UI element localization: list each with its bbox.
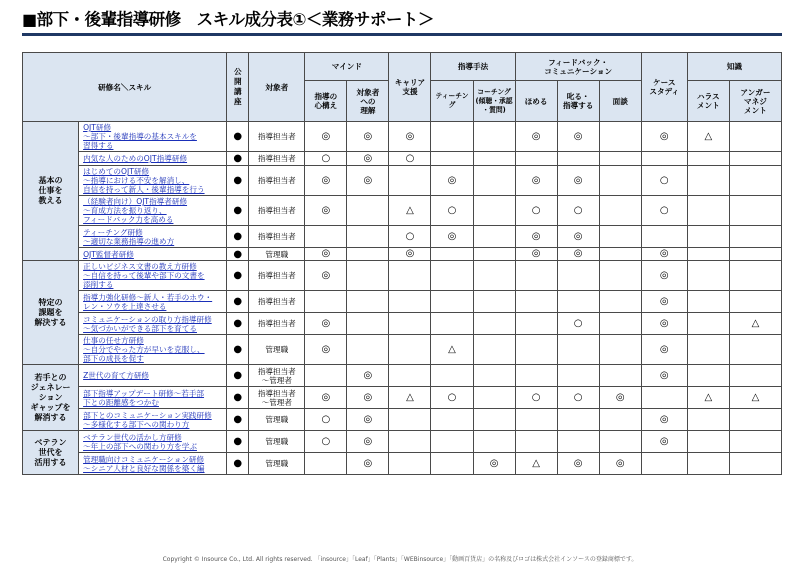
skill-mark (473, 387, 515, 409)
header-feedback-sub-2: 面談 (599, 81, 641, 122)
skill-mark (687, 152, 729, 166)
skill-mark (599, 313, 641, 335)
public-course-mark: ● (227, 226, 249, 248)
training-link[interactable]: ティーチング研修 ～適切な業務指導の進め方 (79, 226, 227, 248)
target-audience: 指導担当者 (249, 313, 305, 335)
target-audience: 指導担当者 (249, 166, 305, 196)
skill-mark (641, 453, 687, 475)
skill-mark (473, 365, 515, 387)
skill-mark (347, 261, 389, 291)
skill-mark (557, 431, 599, 453)
skill-mark: ○ (515, 196, 557, 226)
skill-mark: △ (729, 313, 781, 335)
skill-mark: ◎ (305, 335, 347, 365)
public-course-mark: ● (227, 166, 249, 196)
skill-mark: ◎ (389, 122, 431, 152)
skill-mark (389, 335, 431, 365)
skill-mark (389, 409, 431, 431)
title-square-icon: ■ (22, 10, 37, 29)
skill-mark (389, 365, 431, 387)
header-method-sub-1: コーチング (傾聴・承認 ・質問) (473, 81, 515, 122)
skill-mark (431, 261, 473, 291)
skill-mark (515, 365, 557, 387)
skill-mark: ◎ (641, 409, 687, 431)
skill-mark: ○ (305, 152, 347, 166)
skill-mark: ○ (305, 431, 347, 453)
skill-mark: ◎ (557, 122, 599, 152)
skill-mark (389, 431, 431, 453)
category-label: 特定の 課題を 解決する (23, 261, 79, 365)
skill-mark (389, 166, 431, 196)
target-audience: 指導担当者 (249, 196, 305, 226)
skill-mark: ○ (557, 196, 599, 226)
skill-mark (687, 196, 729, 226)
skill-mark: ◎ (599, 387, 641, 409)
skill-mark (473, 431, 515, 453)
skill-mark (473, 335, 515, 365)
skill-mark (729, 453, 781, 475)
skill-mark (641, 226, 687, 248)
skill-mark: ◎ (305, 196, 347, 226)
header-mind-sub-1: 対象者 への 理解 (347, 81, 389, 122)
skill-mark: ◎ (641, 313, 687, 335)
skill-mark: ○ (305, 409, 347, 431)
skill-mark: ◎ (347, 387, 389, 409)
skill-matrix-body (23, 122, 782, 475)
skill-mark (729, 409, 781, 431)
skill-mark: ◎ (641, 365, 687, 387)
skill-mark: ◎ (641, 335, 687, 365)
skill-mark (687, 453, 729, 475)
table-row (23, 122, 782, 152)
public-course-mark: ● (227, 431, 249, 453)
skill-mark (389, 313, 431, 335)
header-feedback: フィードバック・ コミュニケーション (515, 53, 641, 81)
skill-mark (557, 335, 599, 365)
skill-mark: ◎ (389, 248, 431, 261)
skill-mark (599, 248, 641, 261)
category-label: 基本の 仕事を 教える (23, 122, 79, 261)
skill-mark (687, 313, 729, 335)
skill-mark (687, 166, 729, 196)
skill-mark: ○ (389, 152, 431, 166)
public-course-mark: ● (227, 387, 249, 409)
header-training: 研修名＼スキル (23, 53, 227, 122)
public-course-mark: ● (227, 152, 249, 166)
skill-mark (599, 291, 641, 313)
skill-mark (347, 291, 389, 313)
target-audience: 管理職 (249, 453, 305, 475)
public-course-mark: ● (227, 335, 249, 365)
skill-mark (687, 431, 729, 453)
skill-mark (687, 365, 729, 387)
skill-mark (599, 409, 641, 431)
skill-mark: ◎ (515, 166, 557, 196)
skill-mark (431, 453, 473, 475)
header-knowledge: 知識 (687, 53, 781, 81)
skill-mark (557, 291, 599, 313)
skill-mark (687, 409, 729, 431)
skill-mark (473, 261, 515, 291)
public-course-mark: ● (227, 409, 249, 431)
training-link[interactable]: ベテラン世代の活かし方研修 ～年上の部下への関わり方を学ぶ (79, 431, 227, 453)
training-link[interactable]: OJT研修 ～部下・後輩指導の基本スキルを 習得する (79, 122, 227, 152)
skill-mark: ○ (431, 196, 473, 226)
training-link[interactable]: 部下指導アップデート研修～若手部 下との距離感をつかむ (79, 387, 227, 409)
header-career: キャリア 支援 (389, 53, 431, 122)
skill-mark: ◎ (305, 387, 347, 409)
skill-mark (641, 152, 687, 166)
skill-mark (431, 365, 473, 387)
target-audience: 指導担当者 (249, 152, 305, 166)
skill-mark (515, 431, 557, 453)
header-public (227, 53, 249, 122)
skill-mark: ◎ (431, 226, 473, 248)
skill-mark (687, 335, 729, 365)
skill-mark: △ (687, 387, 729, 409)
skill-mark (347, 335, 389, 365)
skill-mark (473, 248, 515, 261)
skill-mark (729, 196, 781, 226)
table-row (23, 261, 782, 291)
target-audience: 管理職 (249, 431, 305, 453)
training-link[interactable]: コミュニケーションの取り方指導研修 ～気づかいができる部下を育てる (79, 313, 227, 335)
target-audience: 指導担当者 ～管理者 (249, 365, 305, 387)
skill-mark (473, 196, 515, 226)
skill-mark (729, 226, 781, 248)
header-method-sub-0: ティーチング (431, 81, 473, 122)
header-feedback-sub-0: ほめる (515, 81, 557, 122)
skill-mark: ◎ (641, 122, 687, 152)
table-row (23, 431, 782, 453)
table-row (23, 166, 782, 196)
header-method: 指導手法 (431, 53, 515, 81)
skill-mark (687, 248, 729, 261)
skill-mark: ◎ (305, 122, 347, 152)
skill-mark: ○ (641, 196, 687, 226)
page-title (22, 9, 782, 36)
table-row (23, 387, 782, 409)
public-course-mark: ● (227, 313, 249, 335)
skill-mark: ○ (557, 387, 599, 409)
skill-mark (305, 226, 347, 248)
skill-mark (473, 291, 515, 313)
header-case: ケース スタディ (641, 53, 687, 122)
skill-mark (473, 152, 515, 166)
skill-mark: ◎ (305, 261, 347, 291)
public-course-mark: ● (227, 248, 249, 261)
public-course-mark: ● (227, 122, 249, 152)
skill-mark (729, 152, 781, 166)
skill-mark (599, 122, 641, 152)
public-course-mark: ● (227, 453, 249, 475)
skill-mark (431, 122, 473, 152)
skill-mark (515, 261, 557, 291)
table-row (23, 196, 782, 226)
skill-mark (389, 261, 431, 291)
header-mind-sub-0: 指導の 心構え (305, 81, 347, 122)
skill-mark (515, 335, 557, 365)
category-label: ベテラン 世代を 活用する (23, 431, 79, 475)
skill-mark: ○ (641, 166, 687, 196)
skill-mark (729, 261, 781, 291)
skill-mark (305, 453, 347, 475)
training-link[interactable]: Z世代の育て方研修 (79, 365, 227, 387)
skill-mark (641, 387, 687, 409)
skill-mark (599, 365, 641, 387)
skill-mark (473, 226, 515, 248)
skill-mark (729, 122, 781, 152)
skill-mark (687, 261, 729, 291)
skill-mark (557, 409, 599, 431)
skill-mark: ◎ (641, 291, 687, 313)
skill-mark: ◎ (557, 453, 599, 475)
training-link[interactable]: 仕事の任せ方研修 ～自分でやった方が早いを克服し、 部下の成長を促す (79, 335, 227, 365)
skill-mark: ◎ (641, 248, 687, 261)
skill-mark (473, 122, 515, 152)
public-course-mark: ● (227, 365, 249, 387)
header-target: 対象者 (249, 53, 305, 122)
skill-mark (347, 248, 389, 261)
table-row (23, 291, 782, 313)
skill-mark: ◎ (347, 365, 389, 387)
table-row (23, 365, 782, 387)
skill-mark: △ (389, 196, 431, 226)
skill-mark (729, 431, 781, 453)
skill-mark (347, 196, 389, 226)
skill-mark (729, 248, 781, 261)
skill-mark: ◎ (347, 453, 389, 475)
skill-mark (389, 291, 431, 313)
table-row (23, 152, 782, 166)
header-knowledge-sub-1: アンガー マネジ メント (729, 81, 781, 122)
header-feedback-sub-1: 叱る・ 指導する (557, 81, 599, 122)
skill-mark (347, 313, 389, 335)
skill-mark: △ (729, 387, 781, 409)
target-audience: 管理職 (249, 409, 305, 431)
training-link[interactable]: 部下とのコミュニケーション実践研修 ～多様化する部下への関わり方 (79, 409, 227, 431)
skill-mark (557, 261, 599, 291)
skill-mark (515, 313, 557, 335)
title-text: 部下・後輩指導研修 スキル成分表①＜業務サポート＞ (36, 10, 434, 29)
table-row (23, 226, 782, 248)
skill-mark: ○ (431, 387, 473, 409)
skill-mark: ◎ (641, 261, 687, 291)
skill-mark (515, 291, 557, 313)
skill-mark: ◎ (515, 226, 557, 248)
skill-mark (687, 291, 729, 313)
skill-mark (473, 166, 515, 196)
table-row (23, 313, 782, 335)
training-link[interactable]: 内気な人のためのOJT指導研修 (79, 152, 227, 166)
skill-mark (599, 261, 641, 291)
skill-mark (599, 335, 641, 365)
skill-mark (347, 226, 389, 248)
skill-mark (305, 365, 347, 387)
table-row (23, 335, 782, 365)
skill-mark: ◎ (305, 313, 347, 335)
skill-mark (515, 409, 557, 431)
skill-mark (729, 335, 781, 365)
skill-mark (729, 365, 781, 387)
skill-mark: ◎ (557, 226, 599, 248)
skill-mark: △ (431, 335, 473, 365)
training-link[interactable]: はじめてのOJT研修 ～指導における不安を解消し、 自信を持って新人・後輩指導を行う (79, 166, 227, 196)
skill-mark: ○ (389, 226, 431, 248)
skill-mark: ◎ (473, 453, 515, 475)
skill-mark (389, 453, 431, 475)
training-link[interactable]: 管理職向けコミュニケーション研修 ～シニア人材と良好な関係を築く編 (79, 453, 227, 475)
skill-mark (431, 248, 473, 261)
header-mind: マインド (305, 53, 389, 81)
skill-mark (473, 313, 515, 335)
skill-mark: ◎ (347, 122, 389, 152)
header-knowledge-sub-0: ハラス メント (687, 81, 729, 122)
skill-mark (431, 409, 473, 431)
public-course-mark: ● (227, 291, 249, 313)
training-link[interactable]: （経験者向け）OJT指導者研修 ～育成方法を振り返り、 フィードバック力を高める (79, 196, 227, 226)
skill-mark: ◎ (515, 122, 557, 152)
table-row (23, 248, 782, 261)
header-public-label: 公 開 講 座 (233, 67, 242, 106)
skill-mark (557, 365, 599, 387)
skill-mark (557, 152, 599, 166)
skill-mark: ◎ (431, 166, 473, 196)
public-course-mark: ● (227, 196, 249, 226)
copyright: Copyright © Insource Co., Ltd. All rights reserved. 「insource」「Leaf」「Plants」「WEBinsource」「動画百貨店」の名称及びロゴは株式会社インソースの登録商標です。 (162, 556, 638, 563)
skill-mark: △ (515, 453, 557, 475)
skill-mark: △ (687, 122, 729, 152)
skill-mark: ○ (557, 313, 599, 335)
skill-mark: ◎ (557, 166, 599, 196)
skill-mark: ○ (515, 387, 557, 409)
target-audience: 管理職 (249, 335, 305, 365)
skill-mark (599, 152, 641, 166)
category-label: 若手との ジェネレー ション ギャップを 解消する (23, 365, 79, 431)
skill-mark (599, 226, 641, 248)
target-audience: 指導担当者 (249, 291, 305, 313)
skill-mark: ◎ (347, 166, 389, 196)
skill-mark: ◎ (515, 248, 557, 261)
skill-matrix-table (22, 52, 782, 475)
skill-mark (599, 166, 641, 196)
training-link[interactable]: OJT監督者研修 (79, 248, 227, 261)
skill-mark (431, 291, 473, 313)
skill-mark (515, 152, 557, 166)
target-audience: 指導担当者 (249, 226, 305, 248)
training-link[interactable]: 正しいビジネス文書の教え方研修 ～自信を持って後輩や部下の文書を 添削する (79, 261, 227, 291)
target-audience: 指導担当者 (249, 122, 305, 152)
skill-mark (687, 226, 729, 248)
target-audience: 管理職 (249, 248, 305, 261)
skill-mark (431, 313, 473, 335)
target-audience: 指導担当者 (249, 261, 305, 291)
skill-mark (305, 291, 347, 313)
skill-mark (473, 409, 515, 431)
table-row (23, 409, 782, 431)
skill-mark (599, 196, 641, 226)
skill-mark: ◎ (557, 248, 599, 261)
skill-mark: ◎ (347, 431, 389, 453)
skill-mark: ◎ (347, 409, 389, 431)
skill-mark (599, 431, 641, 453)
skill-mark: ◎ (347, 152, 389, 166)
skill-mark: ◎ (305, 248, 347, 261)
skill-mark: ◎ (641, 431, 687, 453)
skill-mark: ◎ (305, 166, 347, 196)
training-link[interactable]: 指導力強化研修～新人・若手のホウ・ レン・ソウを上達させる (79, 291, 227, 313)
public-course-mark: ● (227, 261, 249, 291)
target-audience: 指導担当者 ～管理者 (249, 387, 305, 409)
table-row (23, 453, 782, 475)
skill-mark: ◎ (599, 453, 641, 475)
skill-mark: △ (389, 387, 431, 409)
skill-mark (729, 166, 781, 196)
skill-mark (431, 431, 473, 453)
skill-mark (431, 152, 473, 166)
skill-mark (729, 291, 781, 313)
